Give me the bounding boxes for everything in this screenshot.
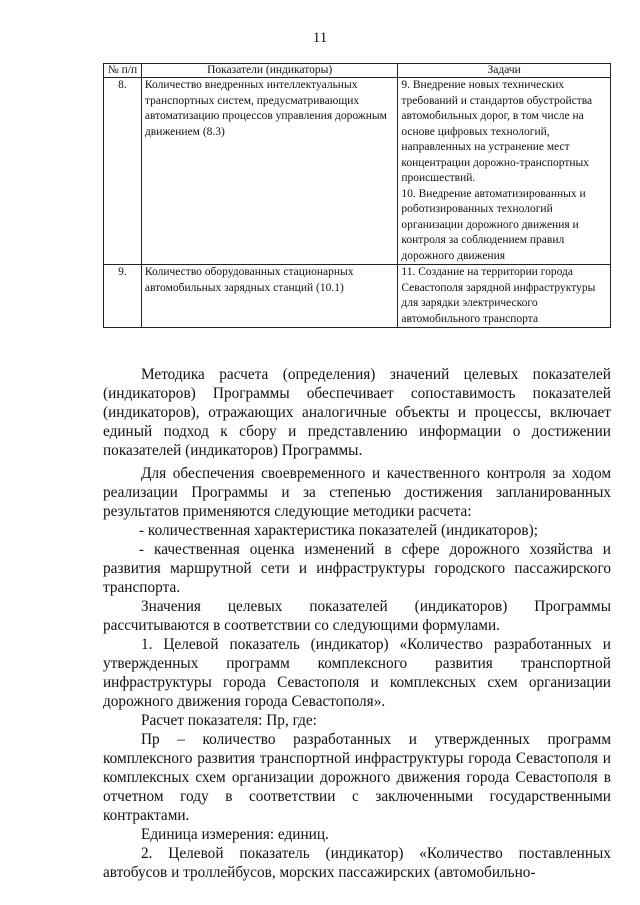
row-indicator: Количество оборудованных стационарных автомобильных зарядных станций (10.1) — [141, 265, 397, 328]
paragraph: 1. Целевой показатель (индикатор) «Количество разработанных и утвержденных программ комплексного развития транспортной инфраструктуры города Севастополя и комплексных схем организации дорожного движения города Севастополя». — [103, 636, 611, 710]
header-tasks: Задачи — [398, 64, 611, 78]
paragraph: Единица измерения: единиц. — [141, 826, 329, 843]
row-indicator: Количество внедренных интеллектуальных транспортных систем, предусматривающих автоматизацию процессов управления дорожным движением (8.3) — [141, 78, 397, 265]
header-number: № п/п — [104, 64, 142, 78]
page-number: 11 — [312, 30, 328, 46]
row-number: 8. — [104, 78, 142, 265]
task-item: 11. Создание на территории города Севастополя зарядной инфраструктуры для зарядки электрического автомобильного транспорта — [401, 266, 596, 325]
task-item: 10. Внедрение автоматизированных и роботизированных технологий организации дорожного движения и контроля за соблюдением правил дорожного движения — [401, 187, 586, 262]
indicators-table — [103, 63, 611, 328]
header-indicators: Показатели (индикаторы) — [141, 64, 397, 78]
list-item: - количественная характеристика показателей (индикаторов); — [139, 522, 539, 539]
task-item: 9. Внедрение новых технических требований и стандартов обустройства автомобильных дорог, в том числе на основе цифровых технологий, направленных на устранение мест концентрации дорожно-транспортных происшествий. — [401, 79, 593, 184]
paragraph: Значения целевых показателей (индикаторов) Программы рассчитываются в соответствии со следующими формулами. — [103, 598, 611, 634]
table-row — [104, 265, 611, 328]
row-tasks — [398, 78, 611, 265]
body-text — [103, 365, 611, 882]
paragraph: Пр – количество разработанных и утвержденных программ комплексного развития транспортной инфраструктуры города Севастополя и комплексных схем организации дорожного движения города Севастополя в отчетном году в соответствии с заключенными государственными контрактами. — [103, 731, 611, 824]
row-number: 9. — [104, 265, 142, 328]
paragraph: 2. Целевой показатель (индикатор) «Количество поставленных автобусов и троллейбусов, морских пассажирских (автомобильно- — [103, 845, 611, 881]
paragraph: Для обеспечения своевременного и качественного контроля за ходом реализации Программы и за степенью достижения запланированных результатов применяются следующие методики расчета: — [103, 465, 611, 520]
paragraph: Методика расчета (определения) значений целевых показателей (индикаторов) Программы обеспечивает сопоставимость показателей (индикаторов), отражающих аналогичные объекты и процессы, включает единый подход к сбору и представлению информации о достижении показателей (индикаторов) Программы. — [103, 366, 611, 459]
list-item: - качественная оценка изменений в сфере дорожного хозяйства и развития маршрутной сети и инфраструктуры городского пассажирского транспорта. — [103, 541, 611, 596]
paragraph: Расчет показателя: Пр, где: — [141, 712, 317, 729]
table-header-row — [104, 64, 611, 78]
table-row — [104, 78, 611, 265]
row-tasks — [398, 265, 611, 328]
